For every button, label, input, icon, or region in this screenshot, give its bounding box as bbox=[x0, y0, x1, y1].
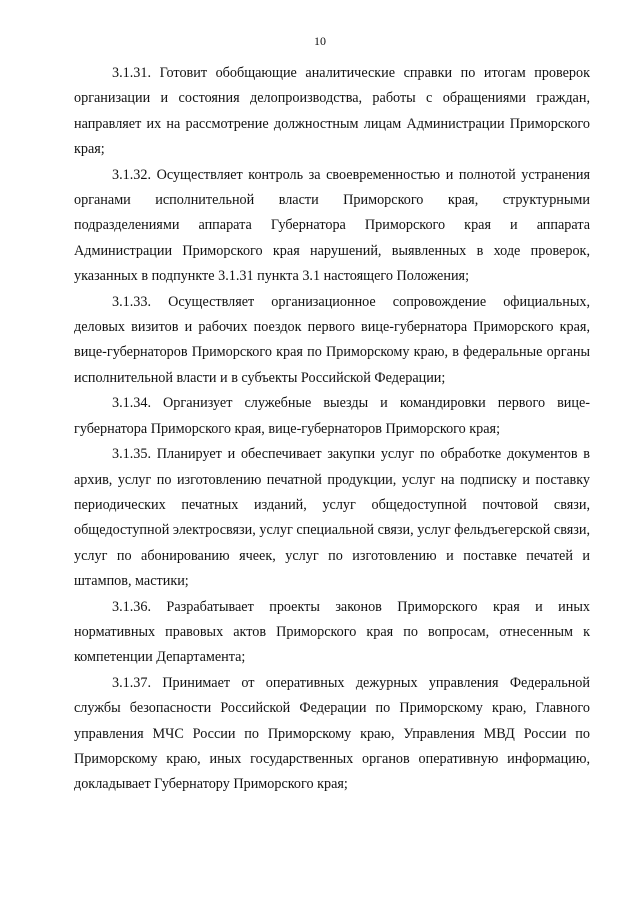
paragraph-3-1-35: 3.1.35. Планирует и обеспечивает закупки услуг по обработке документов в архив, услуг по изготовлению печатной продукции, услуг на подписку и поставку периодических печатных изданий, услуг общедоступной почтовой связи, общедоступной электросвязи, услуг специальной связи, услуг фельдъегерской связи, услуг по абонированию ячеек, услуг по изготовлению и поставке печатей и штампов, мастики; bbox=[74, 446, 590, 590]
page-number: 10 bbox=[314, 34, 326, 48]
paragraph-3-1-37: 3.1.37. Принимает от оперативных дежурных управления Федеральной службы безопасности Российской Федерации по Приморскому краю, Главного управления МЧС России по Приморскому краю, Управления МВД России по Приморскому краю, иных государственных органов оперативную информацию, докладывает Губернатору Приморского края; bbox=[74, 674, 590, 793]
paragraph-3-1-34: 3.1.34. Организует служебные выезды и командировки первого вице-губернатора Приморского края, вице-губернаторов Приморского края; bbox=[74, 395, 590, 437]
paragraph-3-1-32: 3.1.32. Осуществляет контроль за своевременностью и полнотой устранения органами исполнительной власти Приморского края, структурными подразделениями аппарата Губернатора Приморского края и аппарата Администрации Приморского края нарушений, выявленных в ходе проверок, указанных в подпункте 3.1.31 пункта 3.1 настоящего Положения; bbox=[74, 166, 590, 285]
paragraph-3-1-33: 3.1.33. Осуществляет организационное сопровождение официальных, деловых визитов и рабочих поездок первого вице-губернатора Приморского края, вице-губернаторов Приморского края по Приморскому краю, в федеральные органы исполнительной власти и в субъекты Российской Федерации; bbox=[74, 293, 590, 386]
document-body bbox=[74, 61, 590, 798]
paragraph-3-1-36: 3.1.36. Разрабатывает проекты законов Приморского края и иных нормативных правовых актов Приморского края по вопросам, отнесенным к компетенции Департамента; bbox=[74, 598, 590, 666]
paragraph-3-1-31: 3.1.31. Готовит обобщающие аналитические справки по итогам проверок организации и состояния делопроизводства, работы с обращениями граждан, направляет их на рассмотрение должностным лицам Администрации Приморского края; bbox=[74, 65, 590, 158]
